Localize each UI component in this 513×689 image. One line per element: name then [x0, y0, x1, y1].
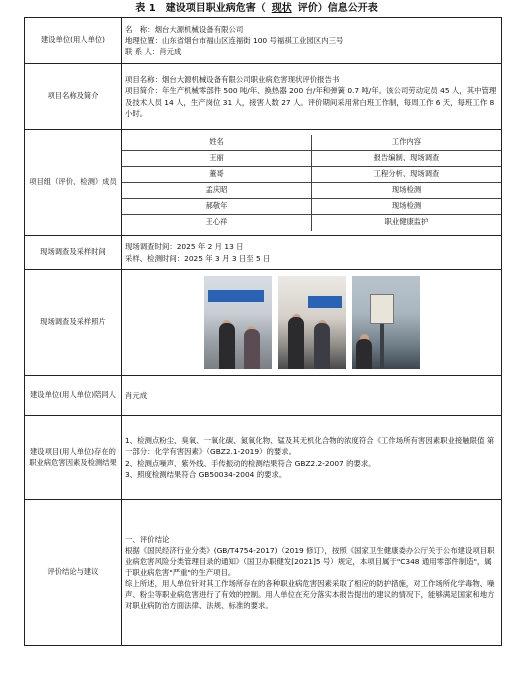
person-figure	[314, 323, 330, 369]
row-photos	[25, 270, 502, 376]
info-table	[24, 17, 502, 646]
person-figure	[219, 323, 235, 369]
label-time: 现场调查及采样时间	[25, 236, 122, 270]
content-unit	[122, 18, 502, 64]
team-header	[122, 135, 501, 151]
row-team	[25, 130, 502, 236]
label-team: 项目组（评价、检测）成员	[25, 130, 122, 236]
conclusion-paragraph: 根据《国民经济行业分类》(GB/T4754-2017)（2019 修订），按照《国家卫生健康委办公厅关于公布建设项目职业病危害风险分类管理目录的通知》（国卫办职健发[2021]5 号）规定，本项目属于"C348 通用零部件制造"，属于职业病危害"严重"的生产项目。	[125, 545, 495, 577]
row-time	[25, 236, 502, 270]
unit-location: 地理位置：山东省烟台市福山区连福街 100 号福祺工业园区内三号	[125, 35, 344, 45]
content-time	[122, 236, 502, 270]
title-prefix: 表 1 建设项目职业病危害（	[135, 3, 266, 14]
person-figure	[288, 317, 304, 369]
content-conclusion	[122, 500, 502, 646]
member-name: 董哥	[122, 167, 312, 183]
title-underlined: 现状	[271, 3, 292, 14]
title-suffix: 评价）信息公开表	[297, 3, 378, 14]
row-project	[25, 64, 502, 130]
content-project	[122, 64, 502, 130]
unit-contact: 联 系 人：肖元成	[125, 47, 182, 57]
row-companion	[25, 376, 502, 416]
team-row	[122, 183, 501, 199]
label-photos: 现场调查及采样照片	[25, 270, 122, 376]
member-work: 现场检测	[312, 183, 502, 199]
companion-value: 肖元成	[122, 376, 502, 416]
sampling-time: 采样、检测时间：2025 年 3 月 3 日至 5 日	[125, 253, 271, 263]
label-companion: 建设单位(用人单位)陪同人	[25, 376, 122, 416]
label-unit: 建设单位(用人单位)	[25, 18, 122, 64]
banner-sign	[208, 290, 264, 302]
project-name: 项目名称：烟台大源机械设备有限公司职业病危害现状评价报告书	[125, 75, 340, 85]
member-name: 孟庆昭	[122, 183, 312, 199]
conclusion-heading: 一、评价结论	[125, 534, 170, 544]
content-team	[122, 130, 502, 236]
team-table	[122, 135, 501, 231]
member-name: 郝敬年	[122, 199, 312, 215]
team-header-name: 姓名	[122, 135, 312, 151]
hazard-item: 2、检测点噪声、紫外线、手传振动的检测结果符合 GBZ2.2-2007 的要求。	[125, 458, 376, 468]
team-row	[122, 215, 501, 231]
page-title	[0, 2, 513, 16]
conclusion-paragraph: 综上所述，用人单位针对其工作场所存在的各种职业病危害因素采取了相应的防护措施，对工作场所化学毒物、噪声、粉尘等职业病危害进行了有效的控制。用人单位在充分落实本报告提出的建议的情况下，能够满足国家和地方对职业病防治方面法律、法规、标准的要求。	[125, 579, 495, 611]
row-conclusion	[25, 500, 502, 646]
team-row	[122, 199, 501, 215]
row-hazards	[25, 416, 502, 500]
survey-time: 现场调查时间：2025 年 2 月 13 日	[125, 242, 244, 252]
person-figure	[356, 339, 372, 369]
member-work: 报告编制、现场调查	[312, 151, 502, 167]
member-work: 现场检测	[312, 199, 502, 215]
hazard-item: 3、照度检测结果符合 GB50034-2004 的要求。	[125, 469, 287, 479]
member-work: 职业健康监护	[312, 215, 502, 231]
label-project: 项目名称及简介	[25, 64, 122, 130]
hazard-item: 1、检测点粉尘、臭氧、一氧化碳、氮氧化物、锰及其无机化合物的浓度符合《工作场所有害因素职业接触限值 第一部分：化学有害因素》（GBZ2.1-2019）的要求。	[125, 436, 495, 457]
label-conclusion: 评价结论与建议	[25, 500, 122, 646]
team-header-work: 工作内容	[312, 135, 502, 151]
member-name: 王心祥	[122, 215, 312, 231]
row-unit	[25, 18, 502, 64]
sampling-device	[370, 294, 394, 324]
person-figure	[244, 329, 260, 369]
banner-sign	[308, 296, 342, 308]
site-photo	[352, 276, 420, 369]
label-hazards: 建设项目(用人单位)存在的职业病危害因素及检测结果	[25, 416, 122, 500]
project-intro: 项目简介：年生产机械零部件 500 吨/年、换热器 200 台/年和弹簧 0.7 吨/年。该公司劳动定员 45 人，其中管理及技术人员 14 人，生产岗位 31 人，接害人数 27 人。评价期间采用常白班工作制，每周工作 6 天，每班工作 8 小时。	[125, 86, 497, 118]
content-hazards	[122, 416, 502, 500]
content-photos	[122, 270, 502, 376]
member-work: 工程分析、现场调查	[312, 167, 502, 183]
photo-strip	[122, 272, 501, 373]
team-row	[122, 167, 501, 183]
unit-name: 名 称：烟台大源机械设备有限公司	[125, 24, 244, 34]
team-row	[122, 151, 501, 167]
site-photo	[278, 276, 346, 369]
member-name: 王丽	[122, 151, 312, 167]
site-photo	[204, 276, 272, 369]
